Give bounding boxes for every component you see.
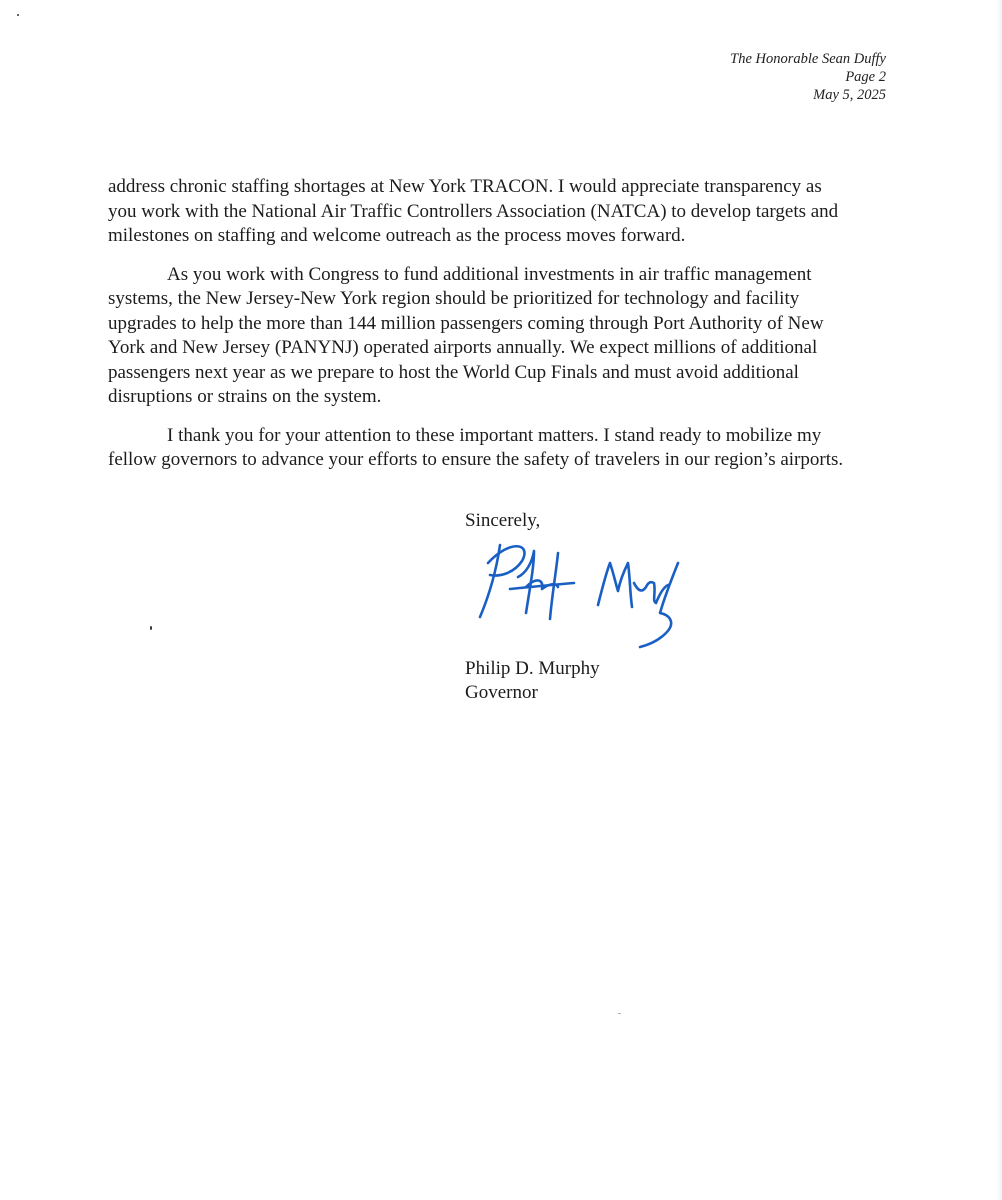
scan-speck xyxy=(618,1013,621,1014)
paragraph-investments: As you work with Congress to fund additional investments in air traffic management systems, the New Jersey-New York region should be prioritized for technology and facility upgrades to help the more than 144 million passengers coming through Port Authority of New York and New Jersey (PANYNJ) operated airports annually. We expect millions of additional passengers next year as we prepare to host the World Cup Finals and must avoid additional disruptions or strains on the system. xyxy=(108,263,824,407)
header-recipient: The Honorable Sean Duffy xyxy=(730,51,886,67)
signer-block xyxy=(465,657,600,705)
signer-title: Governor xyxy=(465,682,538,703)
running-header xyxy=(730,50,886,104)
header-page-number: Page 2 xyxy=(845,69,886,85)
signer-name: Philip D. Murphy xyxy=(465,658,600,679)
closing-salutation: Sincerely, xyxy=(465,510,541,531)
handwritten-signature xyxy=(470,533,695,653)
letter-body xyxy=(108,175,898,487)
scan-speck xyxy=(17,14,19,16)
paragraph-continuation: address chronic staffing shortages at New York TRACON. I would appreciate transparency as you work with the National Air Traffic Controllers Association (NATCA) to develop targets and milestones on staffing and welcome outreach as the process moves forward. xyxy=(108,176,839,246)
scan-speck xyxy=(150,626,152,630)
header-date: May 5, 2025 xyxy=(813,87,886,103)
paragraph-thanks: I thank you for your attention to these important matters. I stand ready to mobilize my fellow governors to advance your efforts to ensure the safety of travelers in our region’s airports. xyxy=(108,424,844,470)
scan-edge xyxy=(996,0,1002,1200)
